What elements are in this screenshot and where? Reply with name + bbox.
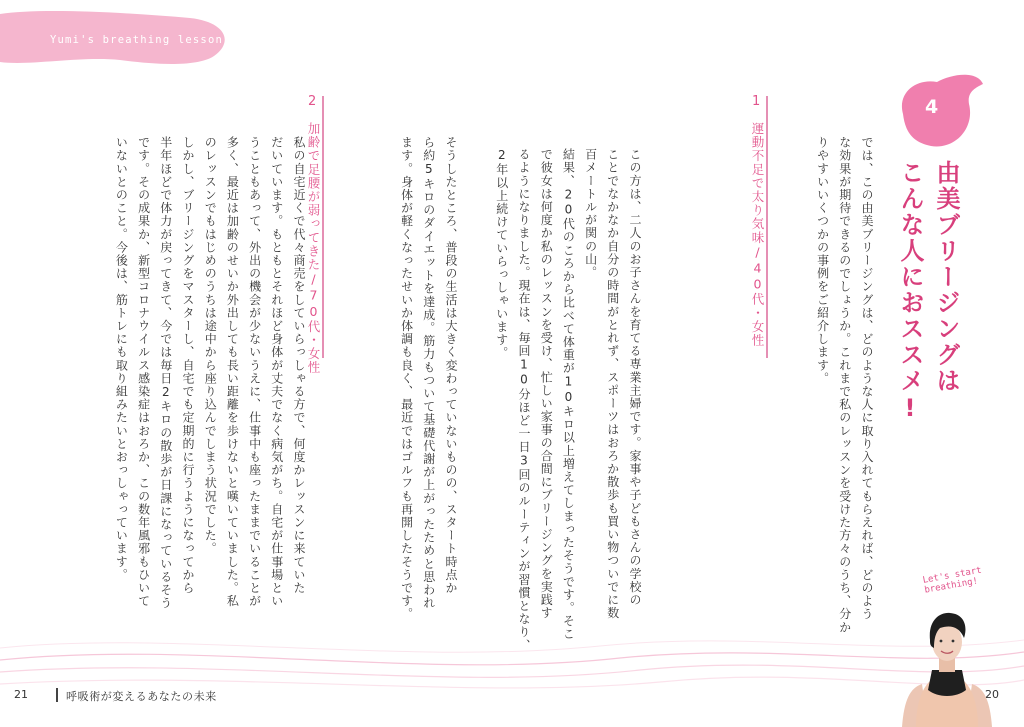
case-2-number: 2 [308,94,317,109]
case-1-number: 1 [752,94,761,109]
case-1-heading: 運動不足で太り気味/40代・女性 [750,122,765,348]
case-2-body: 私の自宅近くで代々商売をしていらっしゃる方で、何度かレッスンに来ていた だいています。もともとそれほど身体が丈夫でなく病気がち。自宅が仕事場とい うこともあって、外出の機会が少ないうえに、仕事中も座ったままでいることが 多く、最近は加齢のせいか外出しても長い距離を歩けないと嘆いていました。私 のレッスンでもはじめのうちは途中から座り込んでしまう状況でした。 しかし、ブリージングをマスターし、自宅でも定期的に行うようになってから 半年ほどで体力が戻ってきて、今では毎日2キロの散歩が日課になっているそう です。その成果か、新型コロナウイルス感染症はおろか、この数年風邪もひいて いないとのこと。今後は、筋トレにも取り組みたいとおっしゃっています。 [114,136,306,610]
lets-start-caption: Let's start breathing! [922,565,983,596]
case-1-body: この方は、二人のお子さんを育てる専業主婦です。家事や子どもさんの学校の ことでなかなか自分の時間がとれず、スポーツはおろか散歩も買い物ついでに数 百メートルが関の山。 結果、20代のころから比べて体重が10キロ以上増えてしまったそうです。そこ で彼女は何度か私のレッスンを受け、忙しい家事の合間にブリージングを実践す るようになりました。現在は、毎回10分ほど一日3回のルーティンが習慣となり、 2年以上続けていらっしゃいます。 [494,148,642,652]
case-1-continuation: そうしたところ、普段の生活は大きく変わっていないものの、スタート時点か ら約5キロのダイエットを達成。筋力もついて基礎代謝が上がったためと思われ ます。身体が軽くなったせいか体調も良く、最近ではゴルフも再開したそうです。 [399,136,458,621]
case-2-heading: 加齢で足腰が弱ってきた/70代・女性 [306,122,321,375]
section-title: 由美ブリージングは こんな人におススメ! [896,160,960,424]
left-page-number: 21 [14,688,28,701]
case-2-rule [322,96,324,358]
book-title: 呼吸術が変えるあなたの未来 [66,690,217,703]
instructor-photo [894,604,1000,727]
case-1-rule [766,96,768,358]
right-page-number: 20 [985,688,999,701]
brand-label: Yumi's breathing lesson [50,34,223,46]
intro-paragraph: では、この由美ブリージングは、どのような人に取り入れてもらえれば、どのよう な効果が期待できるのでしょうか。これまで私のレッスンを受けた方々のうち、分か りやすいいくつかの事例をご紹介します。 [815,136,874,634]
section-number: 4 [925,96,939,118]
footer-wave-decoration [0,600,1024,727]
footer-separator [56,688,58,702]
section-number-blob [895,70,985,152]
